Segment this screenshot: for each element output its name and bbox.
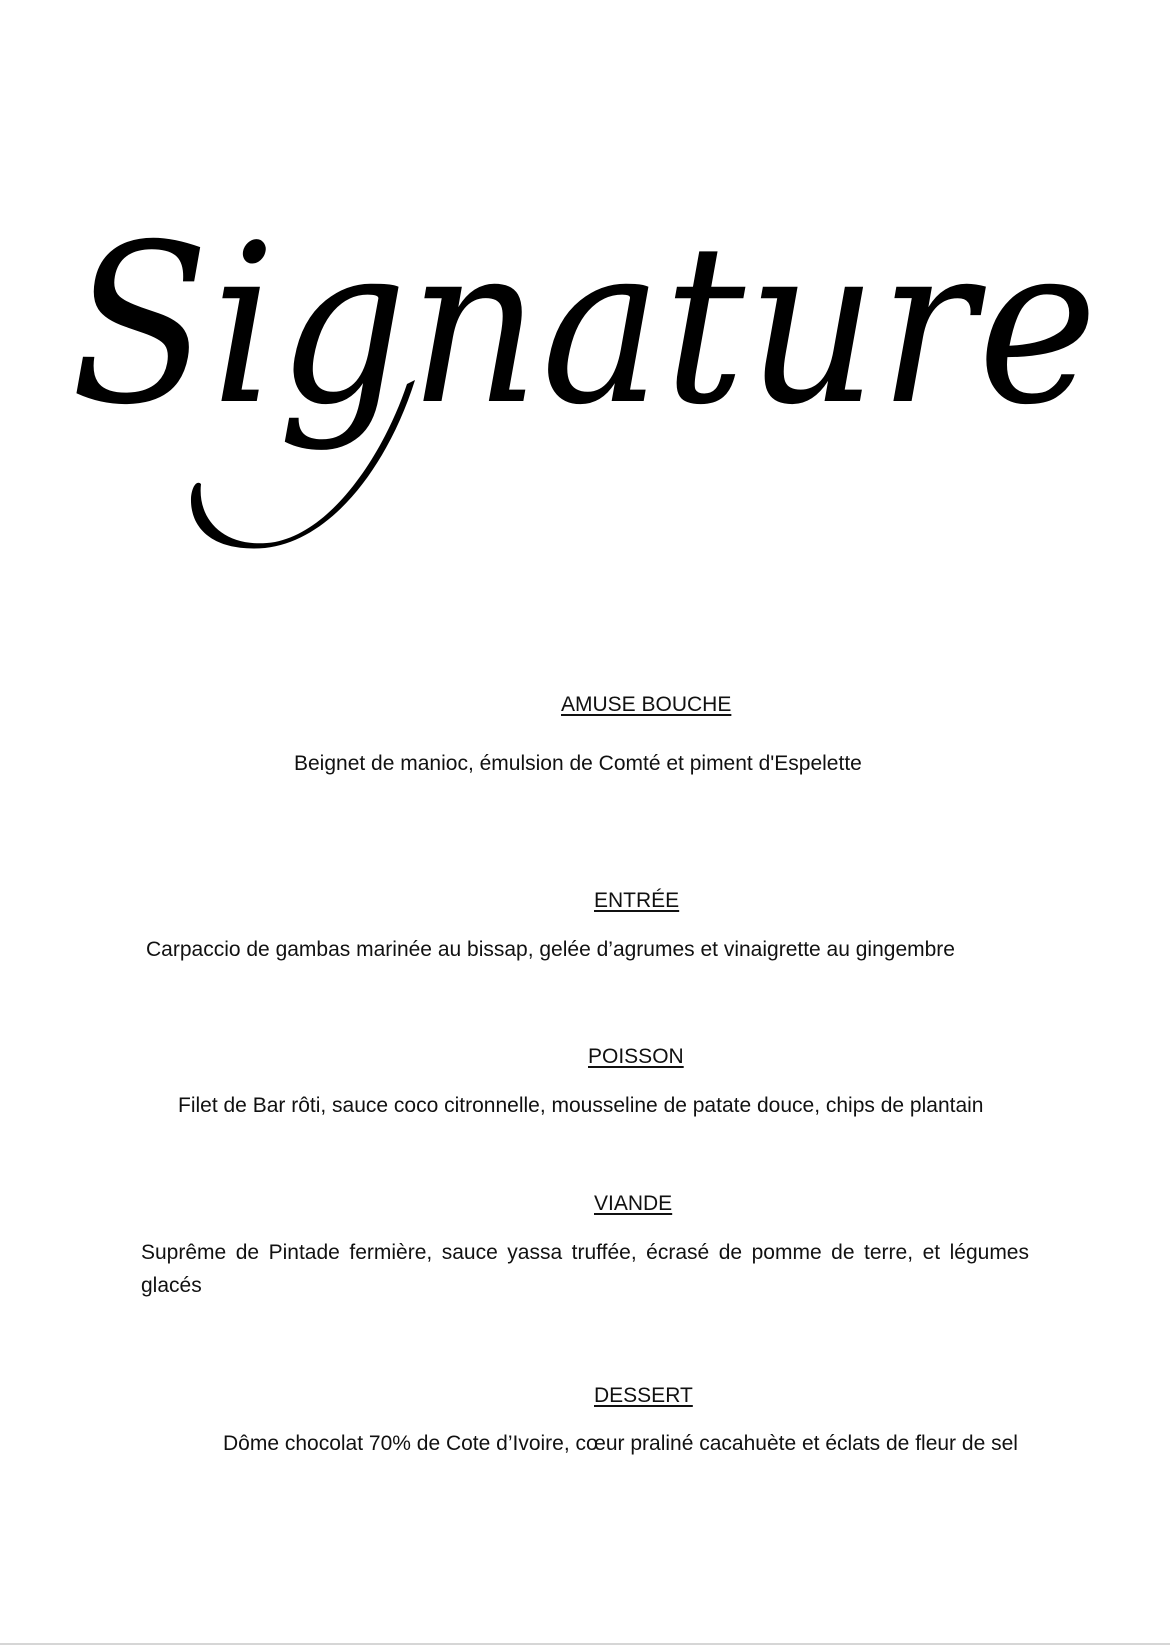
course-heading-entree: ENTRÉE: [594, 889, 680, 912]
course-heading-viande: VIANDE: [594, 1192, 673, 1215]
course-description-poisson: Filet de Bar rôti, sauce coco citronnelle, mousseline de patate douce, chips de plantain: [178, 1094, 984, 1117]
course-heading-amuse-bouche: AMUSE BOUCHE: [561, 693, 732, 716]
course-description-viande: Suprême de Pintade fermière, sauce yassa truffée, écrasé de pomme de terre, et légumes glacés: [141, 1241, 1029, 1297]
course-description-entree: Carpaccio de gambas marinée au bissap, gelée d’agrumes et vinaigrette au gingembre: [146, 938, 955, 961]
course-description-amuse-bouche: Beignet de manioc, émulsion de Comté et piment d'Espelette: [294, 752, 862, 775]
course-heading-dessert: DESSERT: [594, 1384, 693, 1407]
course-description-dessert: Dôme chocolat 70% de Cote d’Ivoire, cœur praliné cacahuète et éclats de fleur de sel: [223, 1432, 1018, 1455]
menu-title: Signature: [70, 197, 1100, 453]
course-heading-poisson: POISSON: [588, 1045, 684, 1068]
title-flourish: [185, 380, 445, 580]
